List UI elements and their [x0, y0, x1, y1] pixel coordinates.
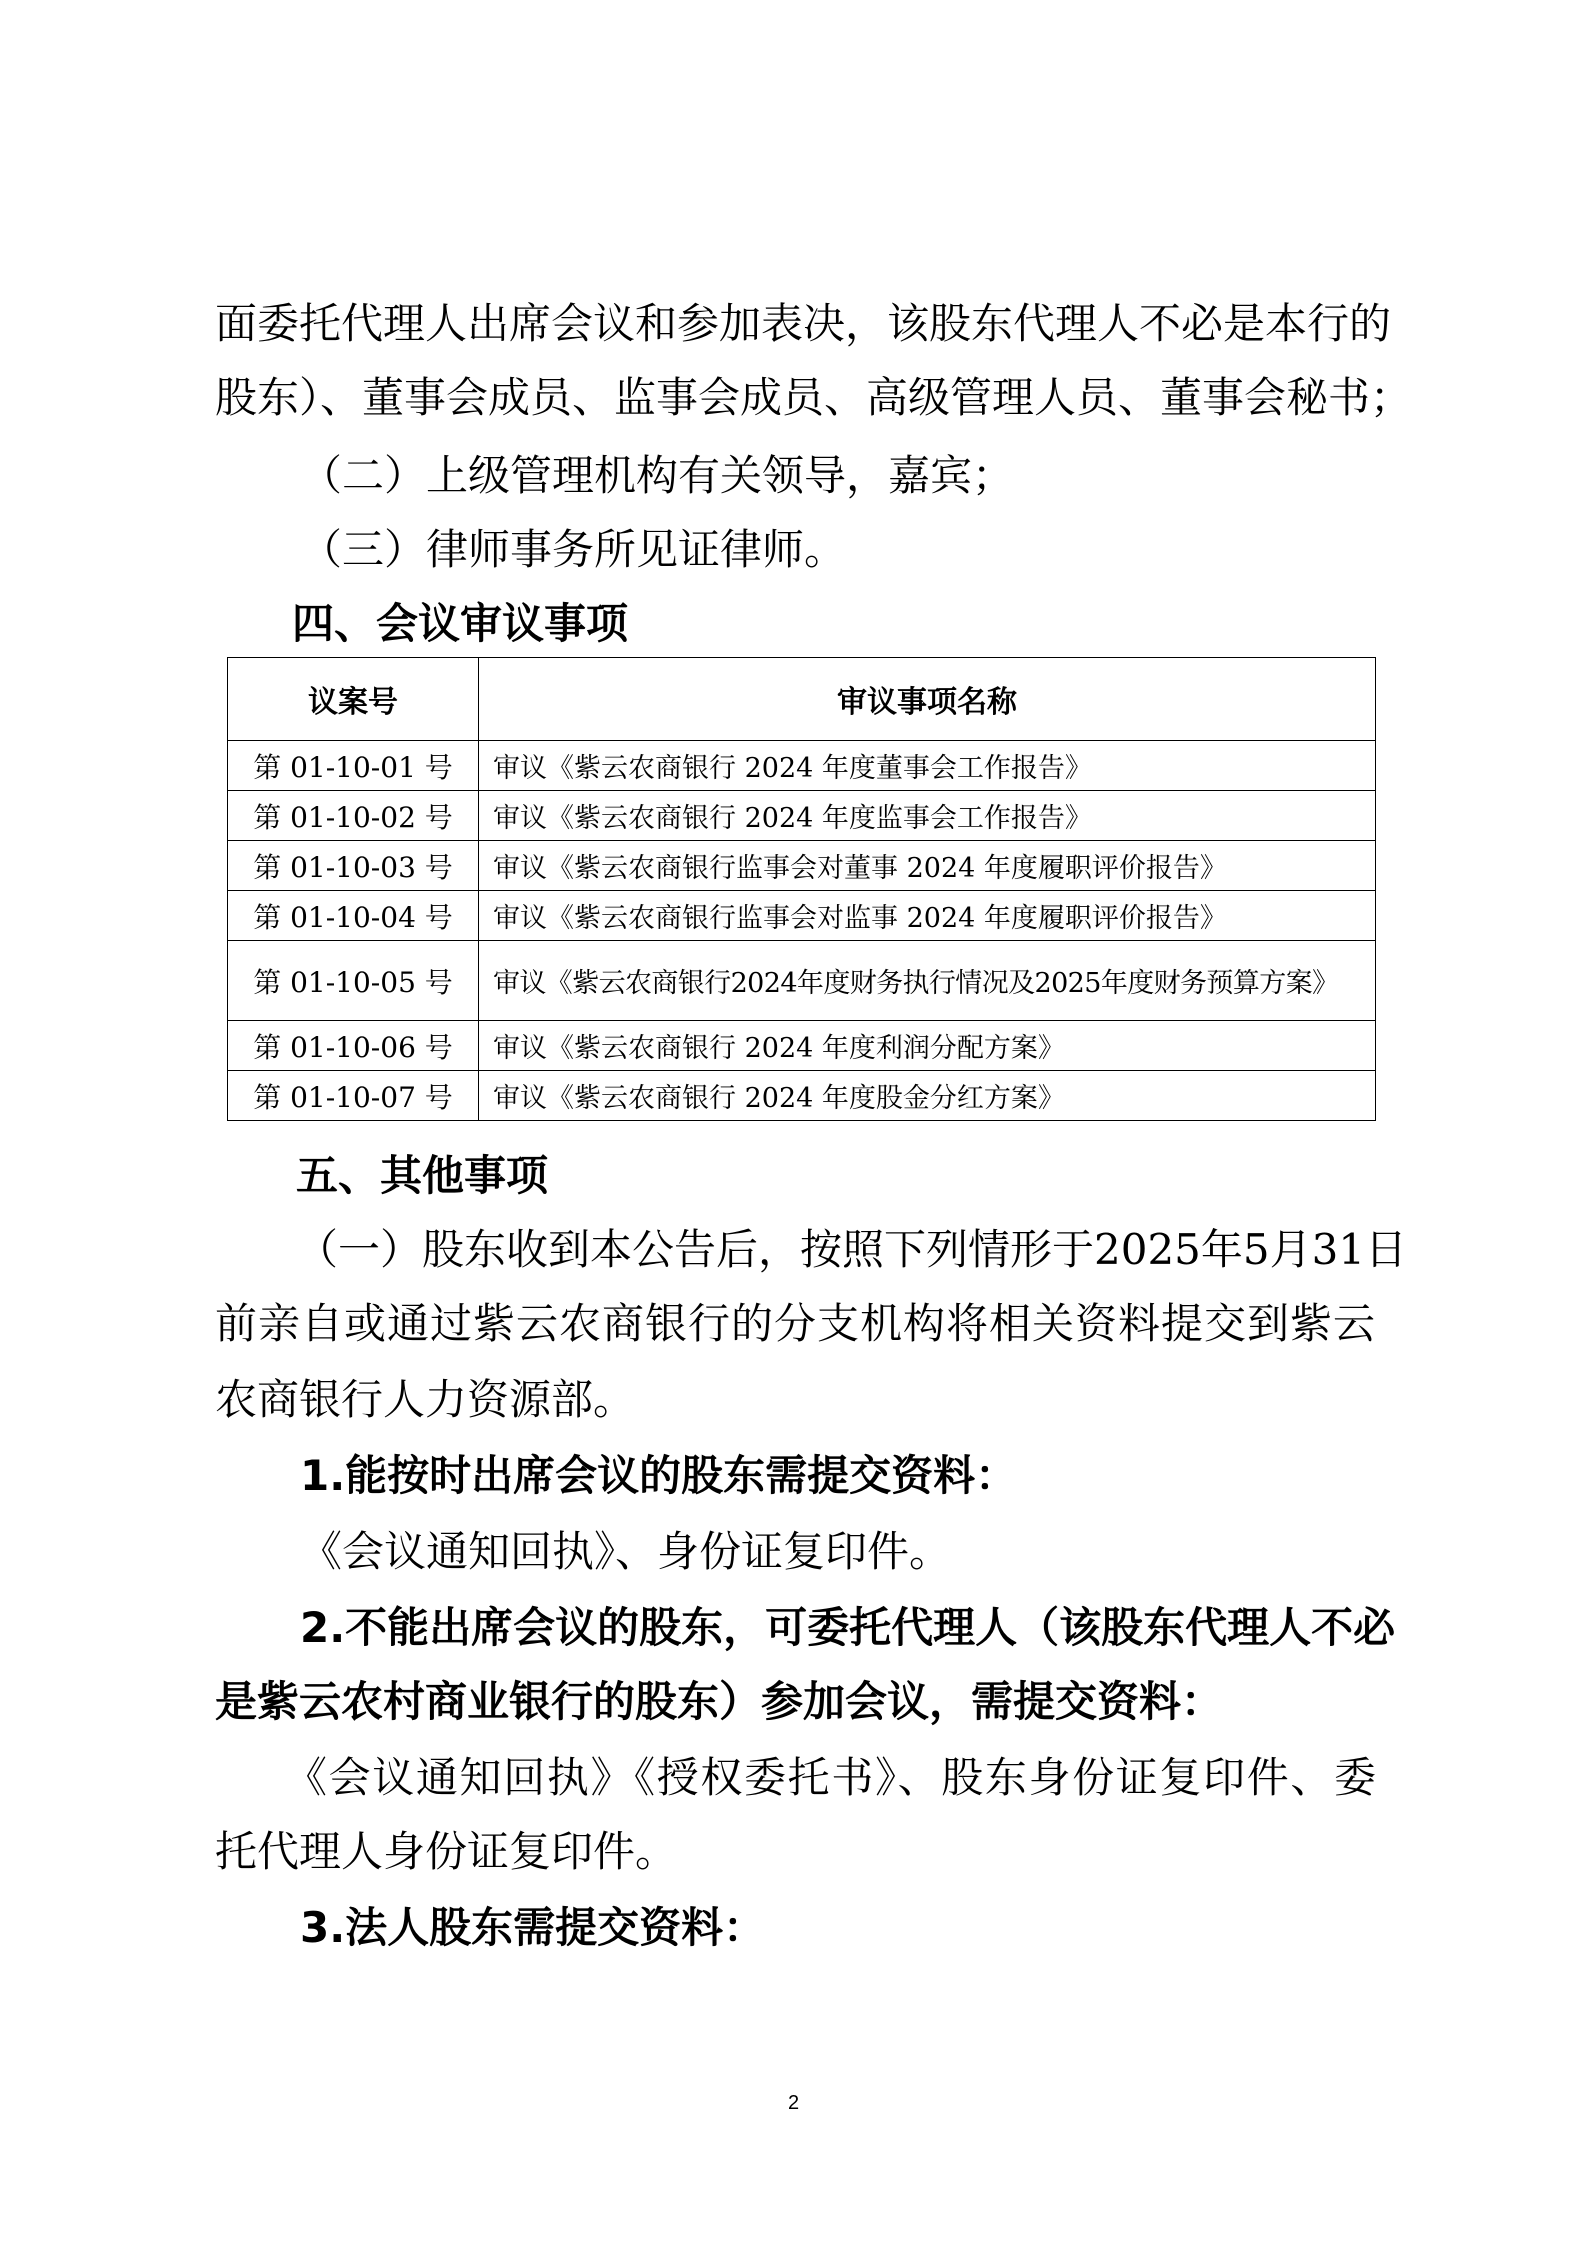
paragraph-line: （一）股东收到本公告后，按照下列情形于2025年5月31日	[296, 1225, 1408, 1274]
paragraph-line: 面委托代理人出席会议和参加表决，该股东代理人不必是本行的	[215, 299, 1392, 348]
agenda-table	[227, 657, 1376, 1121]
list-item: 3.法人股东需提交资料：	[300, 1903, 766, 1952]
table-row	[228, 891, 1376, 941]
section-heading: 四、会议审议事项	[292, 599, 629, 648]
table-row	[228, 941, 1376, 1021]
proposal-number: 第 01-10-05 号	[228, 941, 479, 1021]
paragraph-line: （二）上级管理机构有关领导，嘉宾；	[300, 451, 1015, 500]
proposal-name: 审议《紫云农商银行2024年度财务执行情况及2025年度财务预算方案》	[479, 941, 1376, 1021]
proposal-name: 审议《紫云农商银行 2024 年度利润分配方案》	[479, 1021, 1376, 1071]
paragraph-line: 农商银行人力资源部。	[215, 1375, 636, 1424]
list-item: 是紫云农村商业银行的股东）参加会议，需提交资料：	[215, 1677, 1224, 1726]
table-row	[228, 1021, 1376, 1071]
paragraph-line: 股东）、董事会成员、监事会成员、高级管理人员、董事会秘书；	[215, 373, 1413, 422]
list-item-docs: 《会议通知回执》、身份证复印件。	[300, 1527, 952, 1576]
list-item-docs: 托代理人身份证复印件。	[215, 1827, 678, 1876]
paragraph-line: （三）律师事务所见证律师。	[300, 525, 847, 574]
proposal-number: 第 01-10-02 号	[228, 791, 479, 841]
proposal-number: 第 01-10-07 号	[228, 1071, 479, 1121]
proposal-name: 审议《紫云农商银行监事会对监事 2024 年度履职评价报告》	[479, 891, 1376, 941]
proposal-name: 审议《紫云农商银行 2024 年度股金分红方案》	[479, 1071, 1376, 1121]
table-row	[228, 1071, 1376, 1121]
page-number: 2	[787, 2092, 800, 2114]
list-item: 1.能按时出席会议的股东需提交资料：	[300, 1451, 1018, 1500]
table-row	[228, 841, 1376, 891]
column-header-name: 审议事项名称	[479, 658, 1376, 741]
proposal-name: 审议《紫云农商银行 2024 年度董事会工作报告》	[479, 741, 1376, 791]
proposal-number: 第 01-10-03 号	[228, 841, 479, 891]
list-item-docs: 《会议通知回执》《授权委托书》、股东身份证复印件、委	[285, 1753, 1376, 1802]
section-heading: 五、其他事项	[296, 1151, 549, 1200]
proposal-name: 审议《紫云农商银行 2024 年度监事会工作报告》	[479, 791, 1376, 841]
table-header-row	[228, 658, 1376, 741]
proposal-number: 第 01-10-06 号	[228, 1021, 479, 1071]
paragraph-line: 前亲自或通过紫云农商银行的分支机构将相关资料提交到紫云	[215, 1299, 1375, 1348]
proposal-number: 第 01-10-01 号	[228, 741, 479, 791]
proposal-number: 第 01-10-04 号	[228, 891, 479, 941]
table-row	[228, 741, 1376, 791]
table-row	[228, 791, 1376, 841]
proposal-name: 审议《紫云农商银行监事会对董事 2024 年度履职评价报告》	[479, 841, 1376, 891]
list-item: 2.不能出席会议的股东，可委托代理人（该股东代理人不必	[300, 1603, 1396, 1652]
column-header-number: 议案号	[228, 658, 479, 741]
